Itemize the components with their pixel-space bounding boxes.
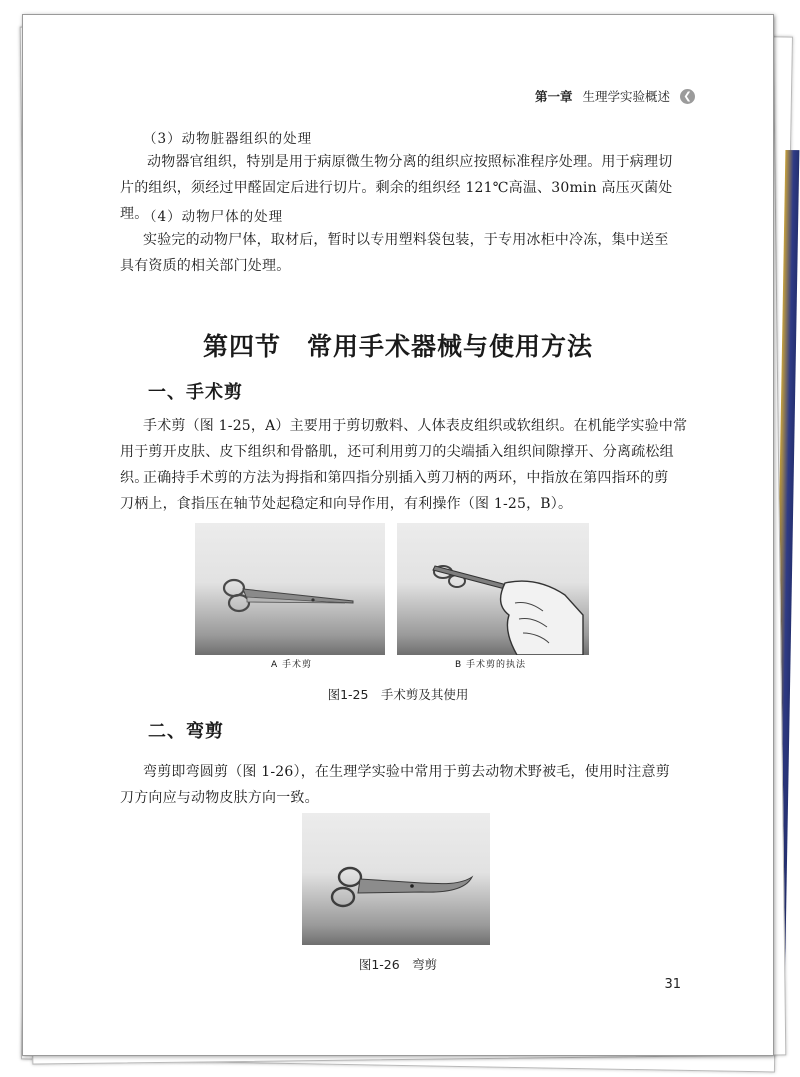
figure-a-photo (195, 523, 385, 655)
paragraph-line: 用于剪开皮肤、皮下组织和骨骼肌，还可利用剪刀的尖端插入组织间隙撑开、分离疏松组织。 (120, 444, 674, 486)
paragraph-line: 实验完的动物尸体，取材后，暂时以专用塑料袋包装，于专用冰柜中冷冻，集中送至 (143, 232, 669, 248)
figure-curved-scissors-photo (302, 813, 490, 945)
subsection-title: （4）动物尸体的处理 (143, 209, 284, 225)
chapter-number: 第一章 (534, 89, 573, 104)
paragraph-line: 具有资质的相关部门处理。 (120, 258, 291, 274)
figure-a-label: A 手术剪 (271, 660, 313, 670)
running-header (535, 87, 695, 105)
subsection-title: （3）动物脏器组织的处理 (143, 131, 313, 147)
page-number: 31 (664, 977, 681, 992)
paragraph-line: 动物器官组织，特别是用于病原微生物分离的组织应按照标准程序处理。用于病理切 (147, 154, 673, 170)
paragraph-line: 正确持手术剪的方法为拇指和第四指分别插入剪刀柄的两环，中指放在第四指环的剪 (143, 470, 669, 486)
paragraph-line: 刀方向应与动物皮肤方向一致。 (120, 790, 319, 806)
figure-b-label: B 手术剪的执法 (455, 660, 527, 670)
chapter-title: 生理学实验概述 (582, 89, 670, 104)
back-arrow-icon: ❮ (680, 89, 695, 104)
section-title: 第四节 常用手术器械与使用方法 (202, 332, 593, 361)
figure-caption: 图1-26 弯剪 (358, 957, 438, 972)
book-page (22, 14, 774, 1056)
paragraph-line: 手术剪（图 1-25，A）主要用于剪切敷料、人体表皮组织或软组织。在机能学实验中常 (143, 418, 688, 434)
paragraph-line: 片的组织，须经过甲醛固定后进行切片。剩余的组织经 121℃高温、30min 高压灭菌处理。 (120, 180, 673, 222)
paragraph-line: 弯剪即弯圆剪（图 1-26），在生理学实验中常用于剪去动物术野被毛，使用时注意剪 (143, 764, 670, 780)
paragraph-line: 刀柄上，食指压在轴节处起稳定和向导作用，有利操作（图 1-25，B）。 (120, 496, 573, 512)
figure-caption: 图1-25 手术剪及其使用 (327, 687, 469, 702)
figure-b-photo (397, 523, 589, 655)
heading-curved-scissors: 二、弯剪 (148, 721, 224, 742)
heading-scissors: 一、手术剪 (148, 382, 243, 403)
